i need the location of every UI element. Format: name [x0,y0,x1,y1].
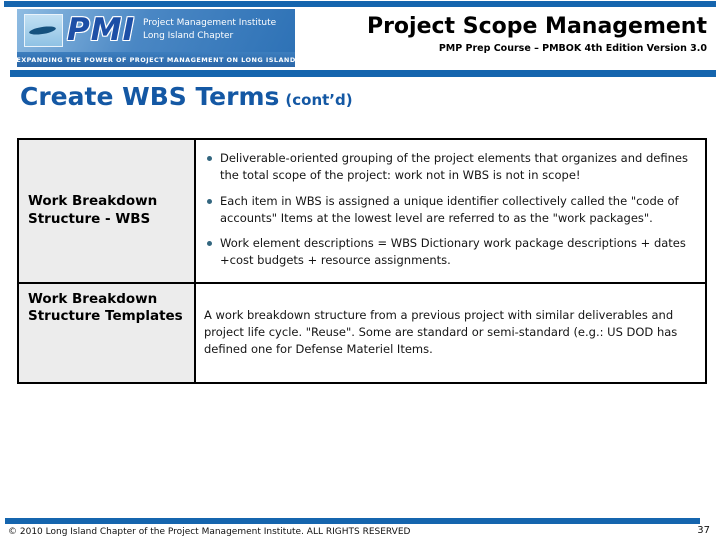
bullet-text: Each item in WBS is assigned a unique identifier collectively called the "code of accounts" Items at the lowest level are referred to as the "work packages". [220,193,679,225]
pmi-logo-main [17,9,295,52]
header-divider-bar [10,70,716,77]
table-row [19,282,705,382]
bullet-icon [207,199,212,204]
long-island-map-icon [24,14,63,47]
pmi-logo [17,9,295,67]
logo-tagline: EXPANDING THE POWER OF PROJECT MANAGEMENT ON LONG ISLAND [16,55,296,64]
logo-org-line1: Project Management Institute [143,18,277,28]
term-cell-wbs: Work Breakdown Structure - WBS [19,140,196,282]
bullet-icon [207,241,212,246]
footer-divider-bar [5,518,700,524]
page-number: 37 [697,525,710,536]
bullet-item [204,193,693,228]
bullet-item [204,150,693,185]
deck-title: Project Scope Management [366,14,707,39]
table-row [19,140,705,282]
logo-tagline-strip [17,52,295,67]
pmi-acronym: PMI [67,12,136,48]
copyright-text: © 2010 Long Island Chapter of the Project Management Institute. ALL RIGHTS RESERVED [8,527,411,537]
bullet-text: Work element descriptions = WBS Dictionary work package descriptions + dates +cost budgets + resource assignments. [220,236,686,268]
terms-table [17,138,707,384]
bullet-icon [207,156,212,161]
definition-text: A work breakdown structure from a previous project with similar deliverables and project life cycle. "Reuse". Some are standard or semi-standard (e.g.: US DOD has defined one for Defense Materiel Items. [204,307,678,357]
slide-title-suffix: (cont’d) [285,91,353,109]
logo-org-line2: Long Island Chapter [143,31,234,42]
term-cell-templates: Work Breakdown Structure Templates [19,284,196,382]
deck-subtitle: PMP Prep Course – PMBOK 4th Edition Version 3.0 [438,43,707,55]
bullet-text: Deliverable-oriented grouping of the project elements that organizes and defines the total scope of the project: work not in WBS is not in scope! [220,151,688,183]
definition-cell-wbs [196,140,705,282]
slide-title-main: Create WBS Terms [20,82,280,111]
definition-cell-templates [196,284,705,382]
bullet-item [204,235,693,270]
top-divider-bar [4,1,716,7]
header-title-block [367,15,707,54]
slide-title [20,82,353,111]
logo-org-text [143,17,276,43]
